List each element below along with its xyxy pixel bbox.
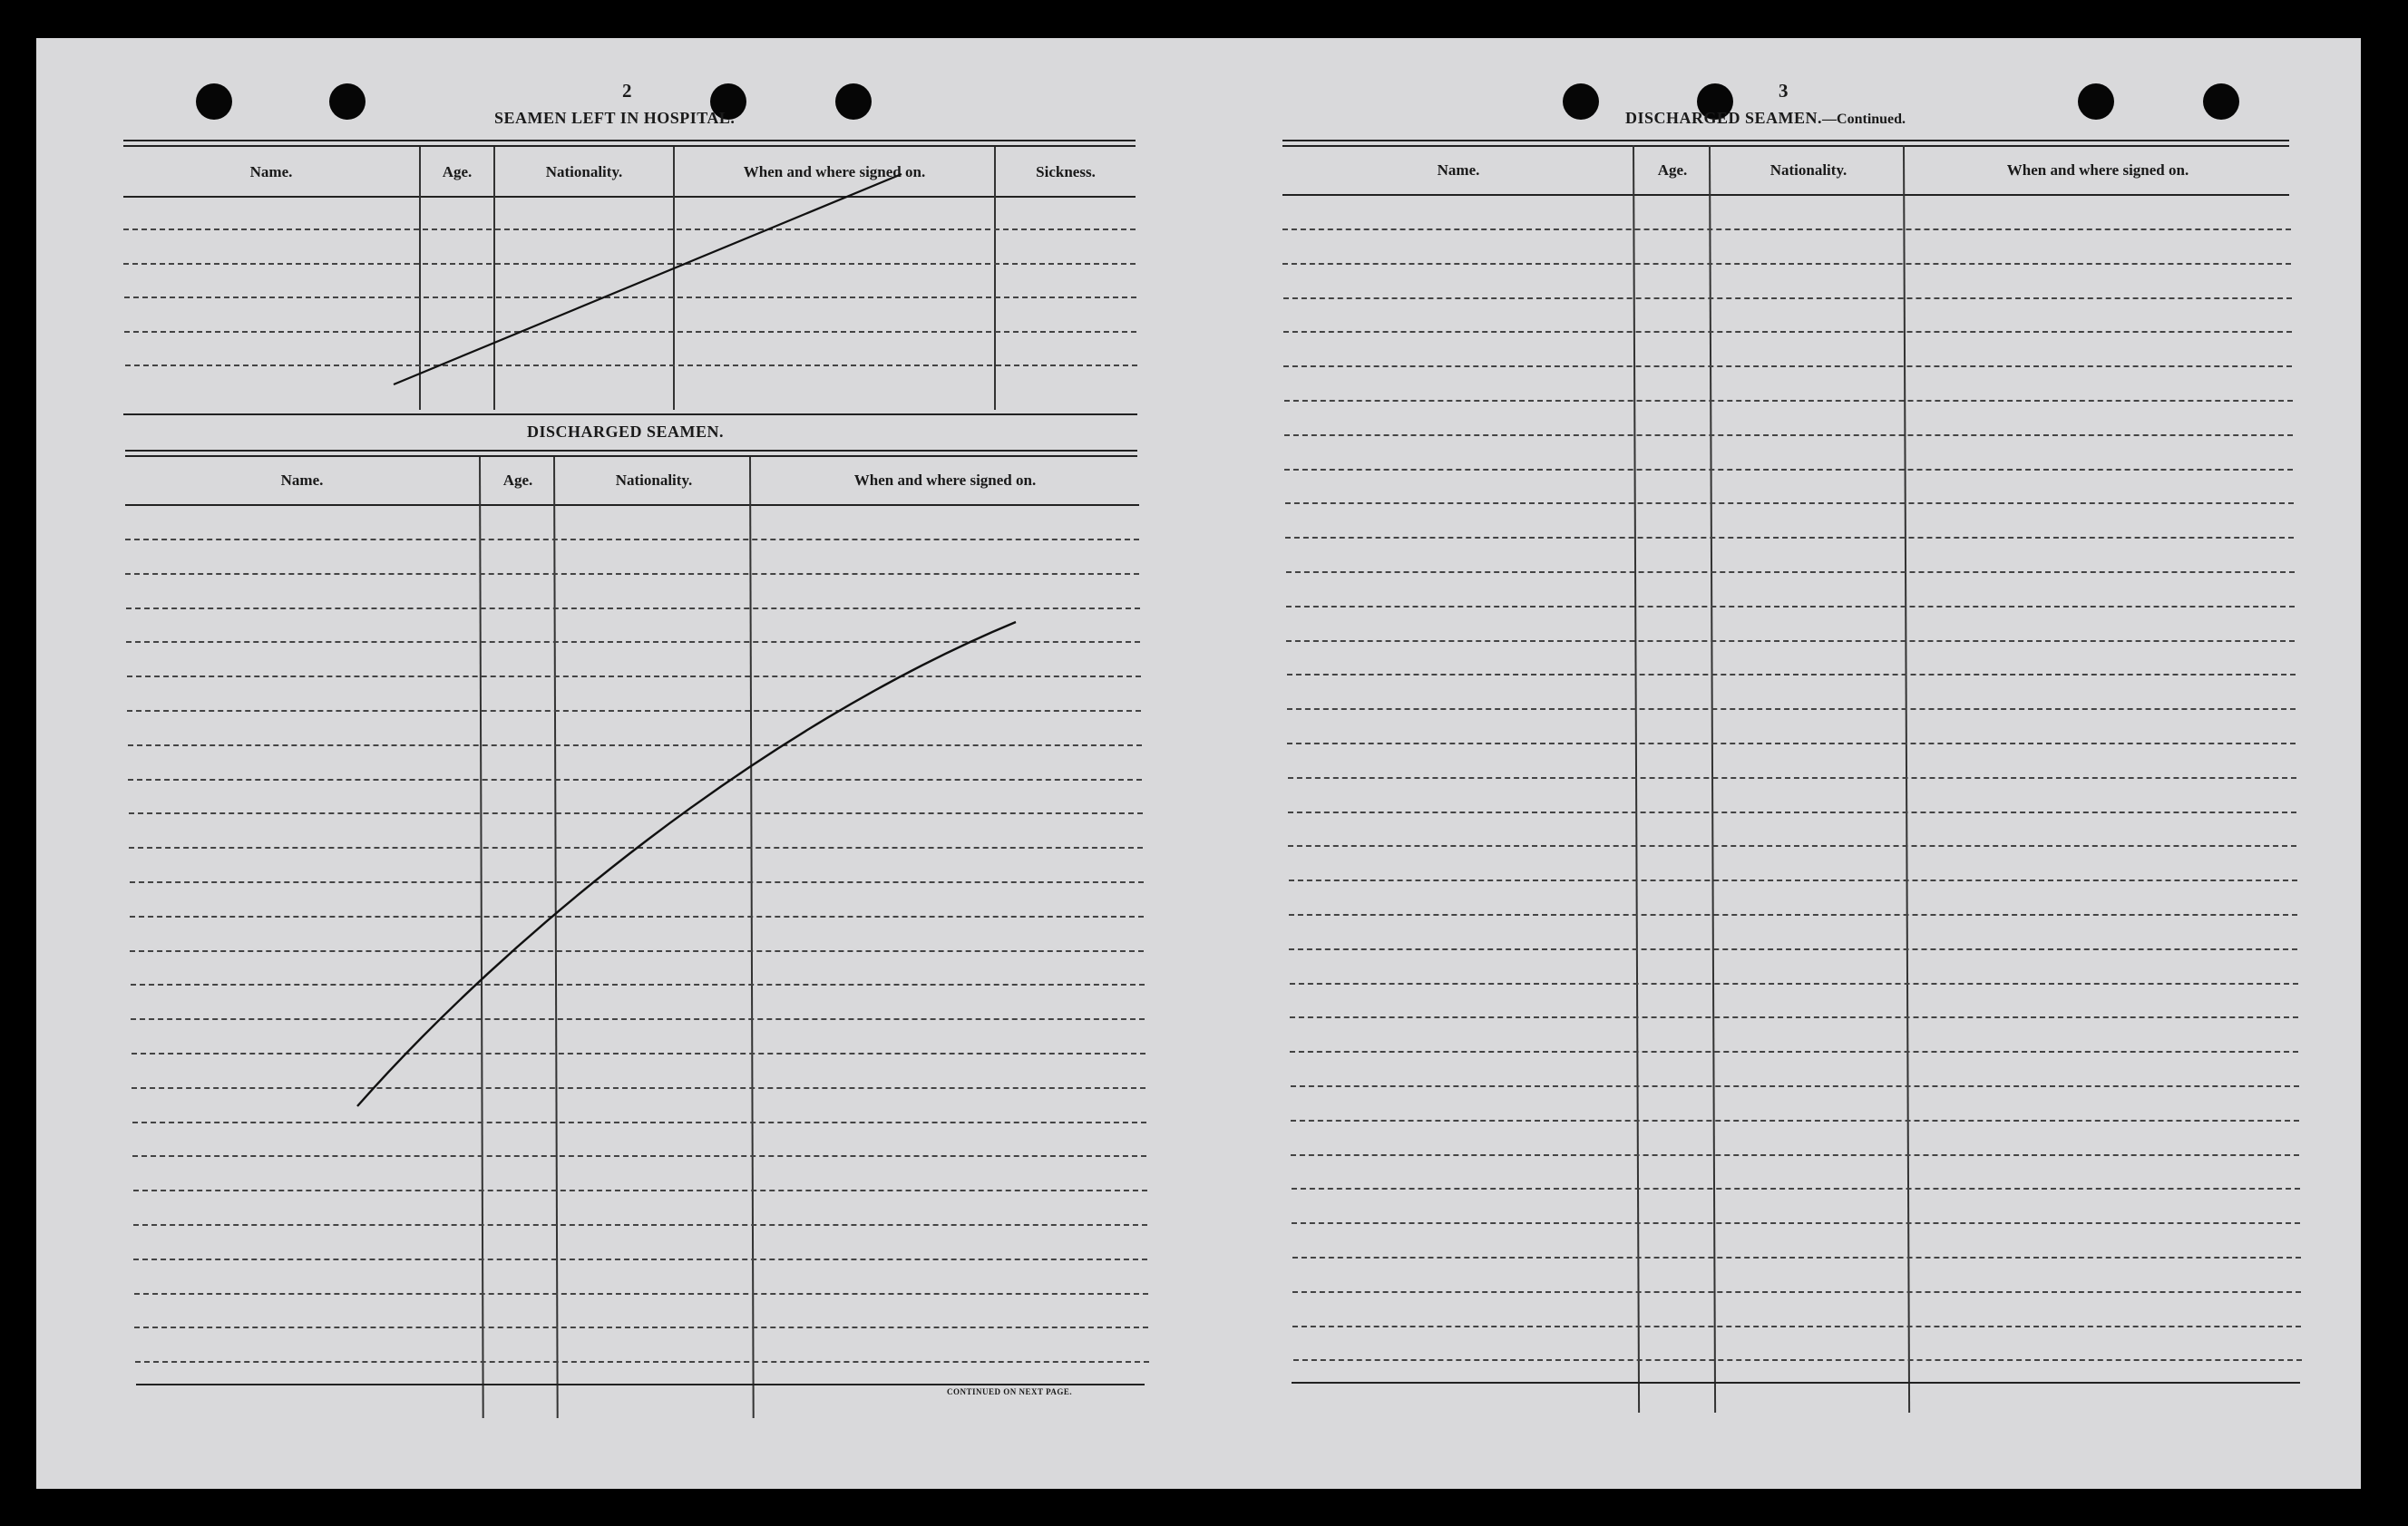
discharged-col-signed-on: When and where signed on. bbox=[853, 471, 1037, 489]
right-title-main: DISCHARGED SEAMEN. bbox=[1625, 109, 1823, 127]
discharged-col-name: Name. bbox=[280, 471, 324, 489]
hospital-col-signed-on: When and where signed on. bbox=[743, 163, 926, 180]
right-col-name: Name. bbox=[1437, 161, 1480, 179]
hospital-col-name: Name. bbox=[249, 163, 293, 180]
discharged-section-title: DISCHARGED SEAMEN. bbox=[527, 423, 725, 441]
hospital-col-nationality: Nationality. bbox=[545, 163, 623, 180]
hospital-col-age: Age. bbox=[442, 163, 473, 180]
page-number-right: 3 bbox=[1779, 80, 1789, 102]
hospital-section-title: SEAMEN LEFT IN HOSPITAL. bbox=[494, 109, 736, 127]
discharged-col-nationality: Nationality. bbox=[615, 471, 693, 489]
right-col-age: Age. bbox=[1657, 161, 1688, 179]
right-col-nationality: Nationality. bbox=[1769, 161, 1847, 179]
right-title-continued: —Continued. bbox=[1822, 112, 1906, 127]
document-sheet bbox=[36, 38, 2361, 1489]
right-col-signed-on: When and where signed on. bbox=[2006, 161, 2189, 179]
discharged-col-age: Age. bbox=[502, 471, 533, 489]
page-number-left: 2 bbox=[622, 80, 632, 102]
continued-footer: CONTINUED ON NEXT PAGE. bbox=[947, 1387, 1073, 1396]
discharged-cancel-stroke bbox=[357, 622, 1016, 1106]
hospital-cancel-stroke bbox=[394, 174, 902, 384]
cancellation-strokes bbox=[36, 38, 2361, 1489]
hospital-col-sickness: Sickness. bbox=[1036, 163, 1096, 180]
